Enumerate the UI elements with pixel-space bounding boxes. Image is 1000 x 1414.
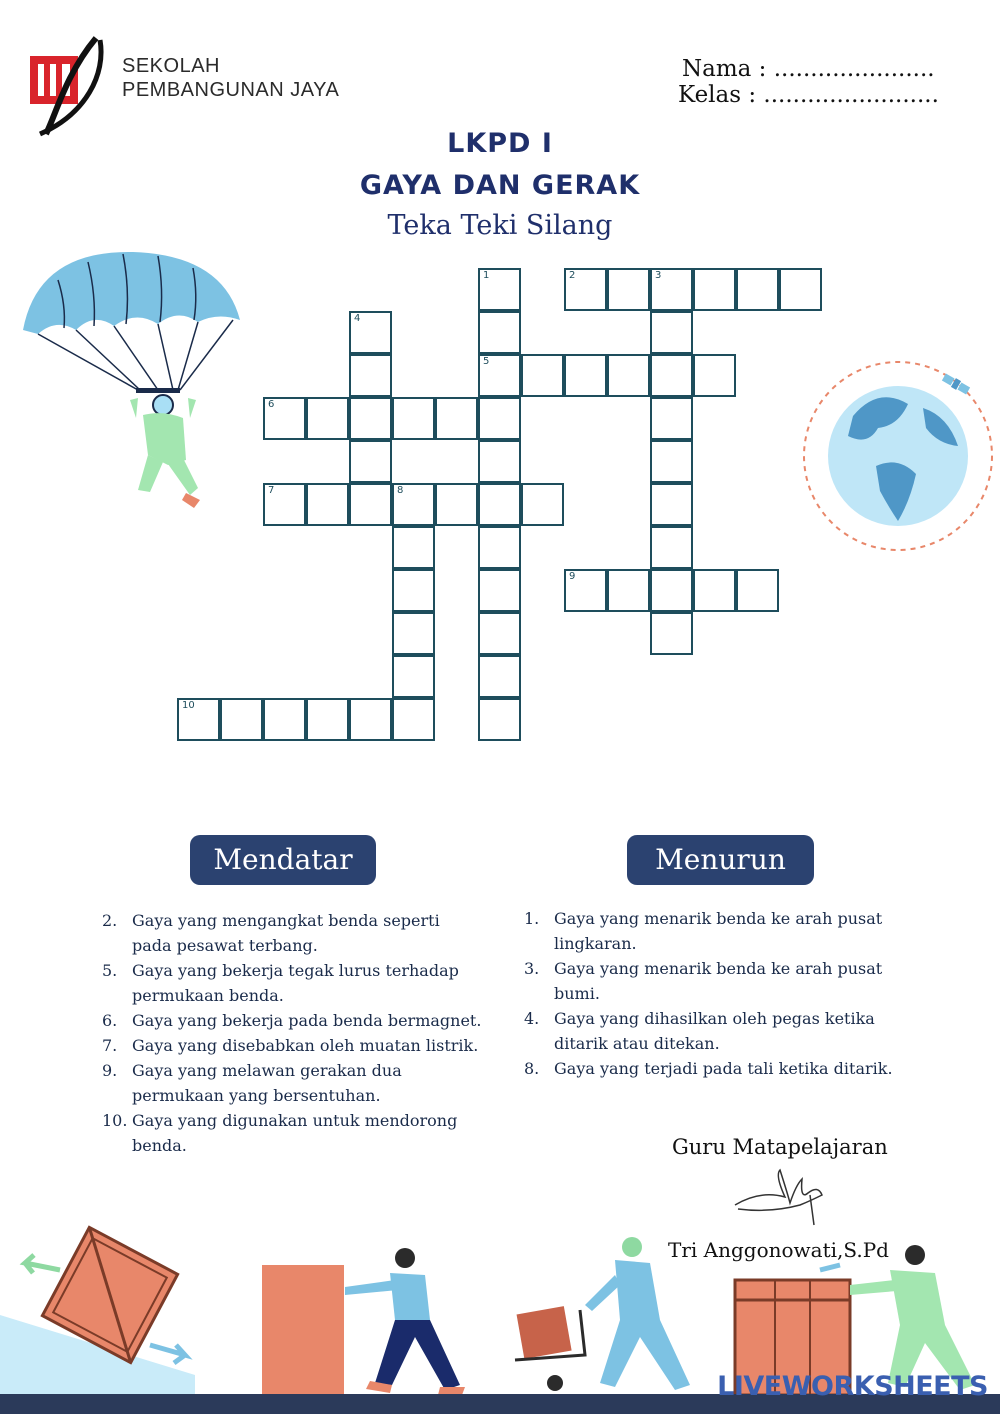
crossword-cell[interactable] bbox=[650, 397, 693, 440]
clue-number: 8. bbox=[524, 1059, 540, 1078]
clue-text: Gaya yang bekerja pada benda bermagnet. bbox=[132, 1011, 482, 1030]
crossword-cell[interactable] bbox=[349, 397, 392, 440]
crossword-cell[interactable] bbox=[478, 440, 521, 483]
clue-number-label: 7 bbox=[268, 485, 275, 496]
clue-text: Gaya yang menarik benda ke arah pusat bumi. bbox=[554, 959, 883, 1003]
liveworksheets-watermark: LIVEWORKSHEETS bbox=[717, 1371, 988, 1402]
clue-text: Gaya yang digunakan untuk mendorong benda. bbox=[132, 1111, 458, 1155]
school-name-line1: SEKOLAH bbox=[122, 55, 220, 77]
teacher-name: Tri Anggonowati,S.Pd bbox=[668, 1238, 889, 1262]
crossword-cell[interactable] bbox=[607, 268, 650, 311]
crossword-cell[interactable] bbox=[478, 698, 521, 741]
clue-number-label: 2 bbox=[569, 270, 576, 281]
clue-number: 10. bbox=[102, 1111, 128, 1130]
crossword-cell[interactable] bbox=[478, 569, 521, 612]
clue-item bbox=[524, 1006, 904, 1056]
clue-number: 1. bbox=[524, 909, 540, 928]
clue-number-label: 10 bbox=[182, 700, 195, 711]
crossword-cell[interactable] bbox=[736, 268, 779, 311]
crossword-cell[interactable] bbox=[349, 311, 392, 354]
crossword-cell[interactable] bbox=[478, 526, 521, 569]
clue-item bbox=[102, 958, 482, 1008]
crossword-cell[interactable] bbox=[392, 569, 435, 612]
crossword-cell[interactable] bbox=[650, 483, 693, 526]
crossword-cell[interactable] bbox=[521, 483, 564, 526]
crossword-cell[interactable] bbox=[693, 569, 736, 612]
crossword-cell[interactable] bbox=[564, 268, 607, 311]
crossword-cell[interactable] bbox=[435, 397, 478, 440]
crossword-cell[interactable] bbox=[650, 440, 693, 483]
clue-text: Gaya yang dihasilkan oleh pegas ketika ditarik atau ditekan. bbox=[554, 1009, 875, 1053]
clue-number: 5. bbox=[102, 961, 118, 980]
crossword-cell[interactable] bbox=[650, 569, 693, 612]
kelas-field[interactable]: Kelas : ........................ bbox=[678, 82, 939, 108]
crossword-cell[interactable] bbox=[435, 483, 478, 526]
menurun-header: Menurun bbox=[627, 835, 814, 885]
crossword-cell[interactable] bbox=[392, 612, 435, 655]
nama-field[interactable]: Nama : ...................... bbox=[682, 56, 935, 82]
crossword-cell[interactable] bbox=[478, 354, 521, 397]
clue-number-label: 6 bbox=[268, 399, 275, 410]
crossword-cell[interactable] bbox=[650, 612, 693, 655]
crossword-cell[interactable] bbox=[521, 354, 564, 397]
clue-number-label: 8 bbox=[397, 485, 404, 496]
school-name-line2: PEMBANGUNAN JAYA bbox=[122, 79, 340, 101]
crossword-cell[interactable] bbox=[306, 698, 349, 741]
crossword-cell[interactable] bbox=[736, 569, 779, 612]
clue-number-label: 3 bbox=[655, 270, 662, 281]
crossword-cell[interactable] bbox=[650, 268, 693, 311]
clue-text: Gaya yang mengangkat benda seperti pada pesawat terbang. bbox=[132, 911, 440, 955]
crossword-cell[interactable] bbox=[349, 354, 392, 397]
clue-item bbox=[102, 1033, 482, 1058]
clue-number-label: 1 bbox=[483, 270, 490, 281]
crossword-cell[interactable] bbox=[650, 526, 693, 569]
crossword-cell[interactable] bbox=[306, 483, 349, 526]
menurun-clue-list bbox=[524, 906, 904, 1081]
crossword-cell[interactable] bbox=[693, 354, 736, 397]
crossword-cell[interactable] bbox=[392, 397, 435, 440]
crossword-cell[interactable] bbox=[650, 311, 693, 354]
mendatar-clue-list bbox=[102, 908, 482, 1158]
crossword-cell[interactable] bbox=[478, 612, 521, 655]
clue-number-label: 5 bbox=[483, 356, 490, 367]
clue-text: Gaya yang terjadi pada tali ketika ditarik. bbox=[554, 1059, 893, 1078]
crossword-cell[interactable] bbox=[177, 698, 220, 741]
clue-text: Gaya yang melawan gerakan dua permukaan yang bersentuhan. bbox=[132, 1061, 402, 1105]
crossword-cell[interactable] bbox=[564, 569, 607, 612]
crossword-cell[interactable] bbox=[263, 483, 306, 526]
crossword-cell[interactable] bbox=[693, 268, 736, 311]
clue-item bbox=[102, 1108, 482, 1158]
mendatar-header: Mendatar bbox=[190, 835, 376, 885]
crossword-cell[interactable] bbox=[478, 655, 521, 698]
clue-number-label: 4 bbox=[354, 313, 361, 324]
crossword-cell[interactable] bbox=[478, 397, 521, 440]
clue-text: Gaya yang disebabkan oleh muatan listrik. bbox=[132, 1036, 479, 1055]
crossword-cell[interactable] bbox=[349, 440, 392, 483]
title-topic: GAYA DAN GERAK bbox=[359, 170, 641, 201]
crossword-cell[interactable] bbox=[392, 526, 435, 569]
clue-number: 4. bbox=[524, 1009, 540, 1028]
crossword-cell[interactable] bbox=[607, 569, 650, 612]
clue-number: 7. bbox=[102, 1036, 118, 1055]
clue-number-label: 9 bbox=[569, 571, 576, 582]
clue-text: Gaya yang menarik benda ke arah pusat lingkaran. bbox=[554, 909, 883, 953]
crossword-cell[interactable] bbox=[650, 354, 693, 397]
crossword-cell[interactable] bbox=[392, 483, 435, 526]
crossword-cell[interactable] bbox=[263, 698, 306, 741]
crossword-cell[interactable] bbox=[349, 698, 392, 741]
crossword-cell[interactable] bbox=[478, 311, 521, 354]
clue-item bbox=[102, 1008, 482, 1033]
crossword-cell[interactable] bbox=[779, 268, 822, 311]
crossword-cell[interactable] bbox=[392, 655, 435, 698]
title-subtitle: Teka Teki Silang bbox=[387, 210, 613, 241]
clue-number: 9. bbox=[102, 1061, 118, 1080]
clue-item bbox=[102, 908, 482, 958]
signature-image bbox=[730, 1165, 830, 1230]
crossword-cell[interactable] bbox=[478, 268, 521, 311]
clue-number: 6. bbox=[102, 1011, 118, 1030]
crossword-cell[interactable] bbox=[306, 397, 349, 440]
clue-text: Gaya yang bekerja tegak lurus terhadap permukaan benda. bbox=[132, 961, 459, 1005]
clue-item bbox=[524, 906, 904, 956]
crossword-cell[interactable] bbox=[564, 354, 607, 397]
clue-number: 2. bbox=[102, 911, 118, 930]
crossword-cell[interactable] bbox=[478, 483, 521, 526]
crossword-cell[interactable] bbox=[263, 397, 306, 440]
crossword-cell[interactable] bbox=[220, 698, 263, 741]
clue-item bbox=[102, 1058, 482, 1108]
crossword-cell[interactable] bbox=[349, 483, 392, 526]
clue-item bbox=[524, 1056, 904, 1081]
teacher-role: Guru Matapelajaran bbox=[672, 1135, 888, 1159]
clue-item bbox=[524, 956, 904, 1006]
crossword-cell[interactable] bbox=[392, 698, 435, 741]
clue-number: 3. bbox=[524, 959, 540, 978]
title-lkpd: LKPD I bbox=[447, 128, 553, 159]
crossword-cell[interactable] bbox=[607, 354, 650, 397]
